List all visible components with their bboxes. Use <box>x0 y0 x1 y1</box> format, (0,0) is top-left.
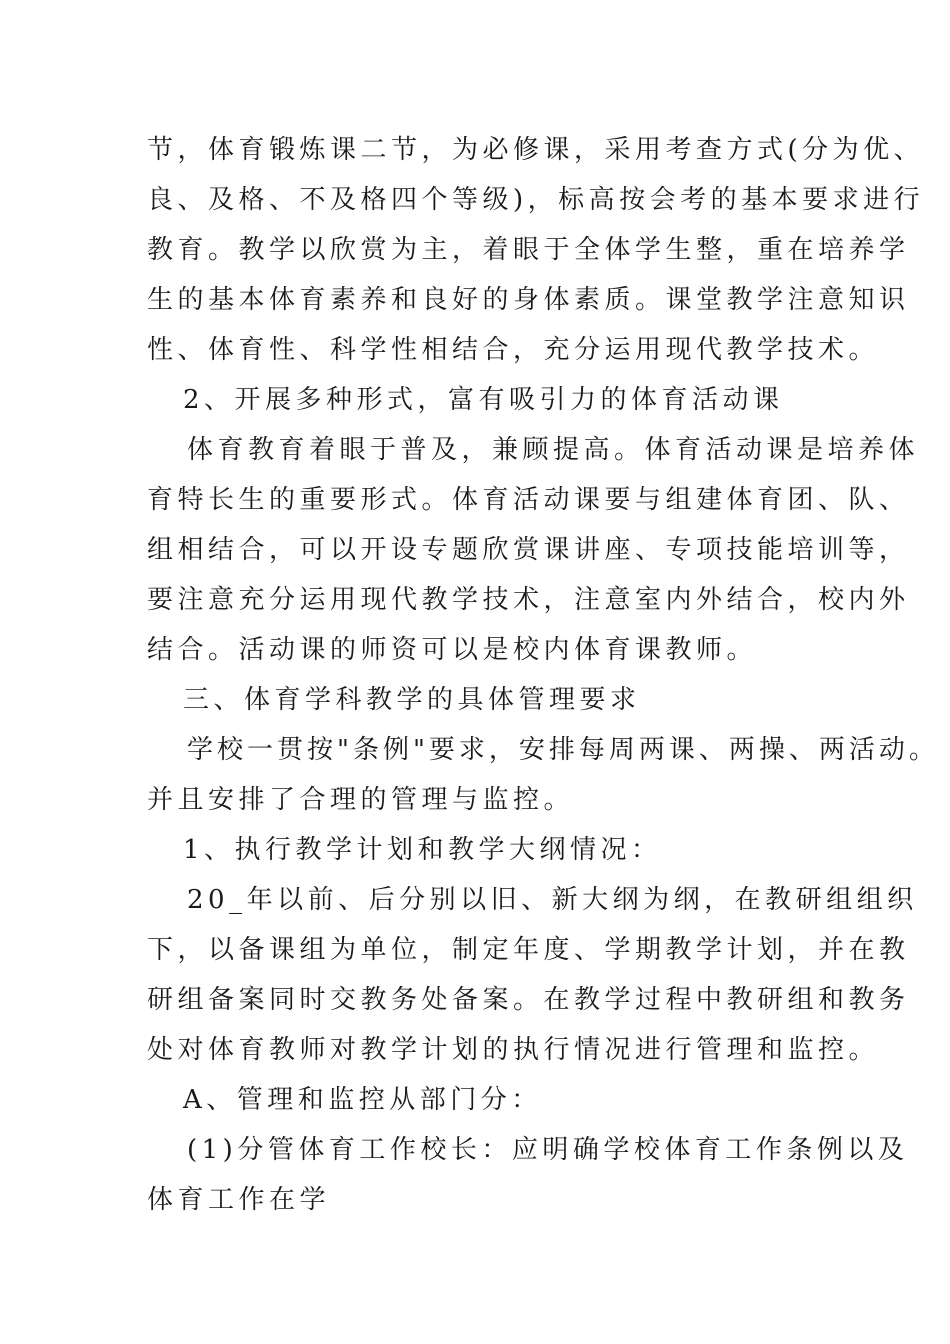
section-heading: 2、开展多种形式，富有吸引力的体育活动课 <box>183 385 784 415</box>
text-line: 学校一贯按"条例"要求，安排每周两课、两操、两活动。 <box>187 735 939 765</box>
section-heading: A、管理和监控从部门分： <box>183 1085 542 1115</box>
text-line: (1)分管体育工作校长：应明确学校体育工作条例以及 <box>187 1135 909 1165</box>
text-line: 处对体育教师对教学计划的执行情况进行管理和监控。 <box>147 1035 880 1065</box>
text-line: 20_年以前、后分别以旧、新大纲为纲，在教研组组织 <box>187 885 918 915</box>
text-line: 育特长生的重要形式。体育活动课要与组建体育团、队、 <box>147 485 910 515</box>
section-heading: 三、体育学科教学的具体管理要求 <box>183 685 641 715</box>
text-line: 组相结合，可以开设专题欣赏课讲座、专项技能培训等， <box>147 535 910 565</box>
section-heading: 1、执行教学计划和教学大纲情况： <box>183 835 662 865</box>
text-line: 结合。活动课的师资可以是校内体育课教师。 <box>147 635 758 665</box>
text-line: 并且安排了合理的管理与监控。 <box>147 785 575 815</box>
text-line: 下，以备课组为单位，制定年度、学期教学计划，并在教 <box>147 935 910 965</box>
text-line: 体育教育着眼于普及，兼顾提高。体育活动课是培养体 <box>187 435 920 465</box>
text-line: 良、及格、不及格四个等级)，标高按会考的基本要求进行 <box>147 185 925 215</box>
text-line: 教育。教学以欣赏为主，着眼于全体学生整，重在培养学 <box>147 235 910 265</box>
text-line: 性、体育性、科学性相结合，充分运用现代教学技术。 <box>147 335 880 365</box>
text-line: 研组备案同时交教务处备案。在教学过程中教研组和教务 <box>147 985 910 1015</box>
text-line: 要注意充分运用现代教学技术，注意室内外结合，校内外 <box>147 585 910 615</box>
text-line: 体育工作在学 <box>147 1185 331 1215</box>
text-line: 生的基本体育素养和良好的身体素质。课堂教学注意知识 <box>147 285 910 315</box>
text-line: 节，体育锻炼课二节，为必修课，采用考查方式(分为优、 <box>147 135 925 165</box>
